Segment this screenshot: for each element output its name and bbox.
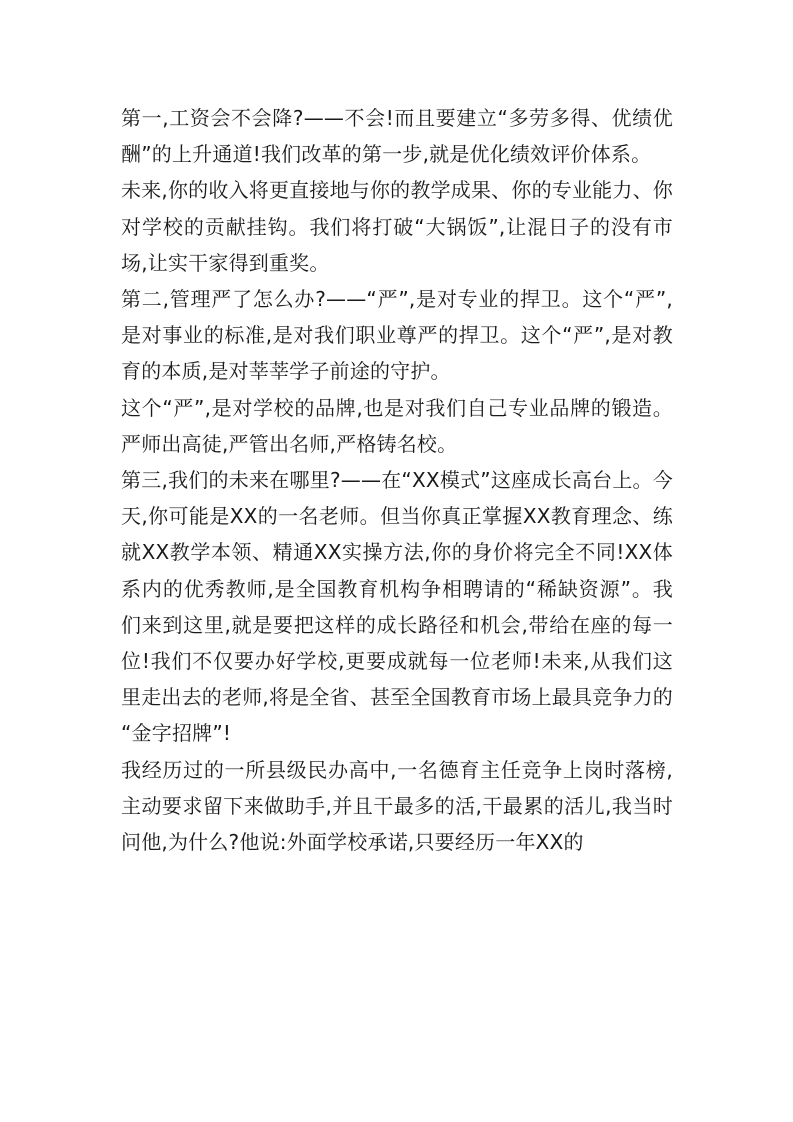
- paragraph-5: 第三,我们的未来在哪里?——在“XX模式”这座成长高台上。今天,你可能是XX的一名老师。但当你真正掌握XX教育理念、练就XX教学本领、精通XX实操方法,你的身价将完全不同!XX体系内的优秀教师,是全国教育机构争相聘请的“稀缺资源”。我们来到这里,就是要把这样的成长路径和机会,带给在座的每一位!我们不仅要办好学校,更要成就每一位老师!未来,从我们这里走出去的老师,将是全省、甚至全国教育市场上最具竞争力的“金字招牌”!: [121, 468, 673, 746]
- paragraph-2: 未来,你的收入将更直接地与你的教学成果、你的专业能力、你对学校的贡献挂钩。我们将打破“大锅饭”,让混日子的没有市场,让实干家得到重奖。: [121, 178, 673, 275]
- paragraph-4: 这个“严”,是对学校的品牌,也是对我们自己专业品牌的锻造。严师出高徒,严管出名师,严格铸名校。: [121, 395, 673, 456]
- paragraph-3: 第二,管理严了怎么办?——“严”,是对专业的捍卫。这个“严”,是对事业的标准,是对我们职业尊严的捍卫。这个“严”,是对教育的本质,是对莘莘学子前途的守护。: [121, 287, 673, 384]
- document-body: [121, 100, 673, 860]
- paragraph-6: 我经历过的一所县级民办高中,一名德育主任竞争上岗时落榜,主动要求留下来做助手,并且干最多的活,干最累的活儿,我当时问他,为什么?他说:外面学校承诺,只要经历一年XX的: [121, 757, 673, 855]
- paragraph-1: 第一,工资会不会降?——不会!而且要建立“多劳多得、优绩优酬”的上升通道!我们改革的第一步,就是优化绩效评价体系。: [121, 106, 673, 167]
